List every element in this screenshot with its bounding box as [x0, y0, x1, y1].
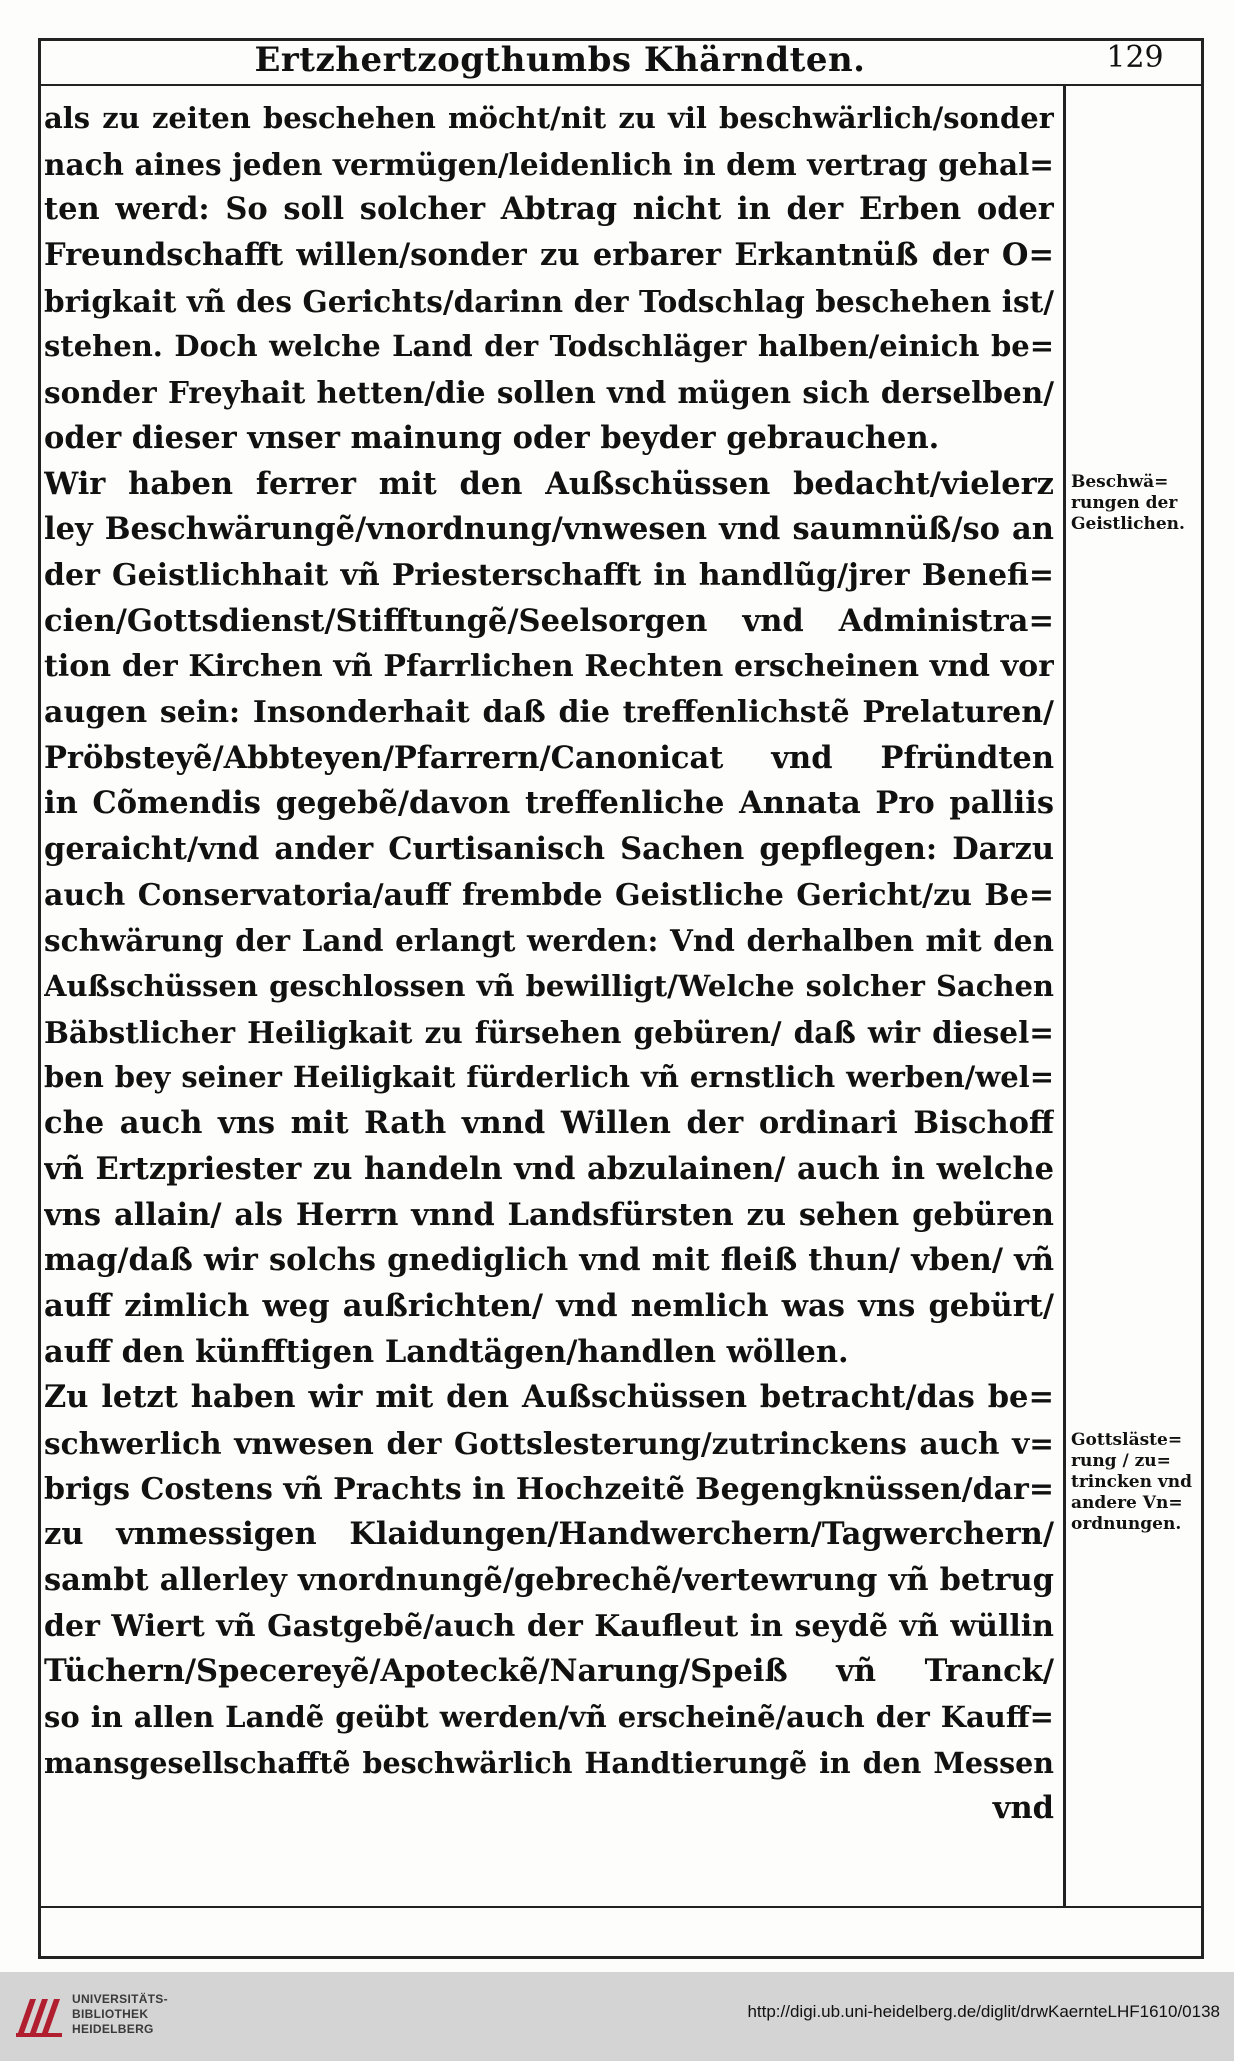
bottom-rule [38, 1906, 1201, 1908]
text-line: in Cõmendis gegebẽ/davon treffenliche Annata Pro palliis [44, 785, 1054, 822]
text-line: augen sein: Insonderhait daß die treffenlichstẽ Prelaturen/ [44, 694, 1054, 730]
text-line: der Wiert vñ Gastgebẽ/auch der Kaufleut in seydẽ vñ wüllin [44, 1608, 1054, 1644]
text-line: auff zimlich weg außrichten/ vnd nemlich was vns gebürt/ [44, 1287, 1054, 1324]
text-line: mag/daß wir solchs gnediglich vnd mit fleiß thun/ vben/ vñ [44, 1242, 1054, 1279]
body-text [44, 96, 1054, 1832]
library-name [72, 1992, 168, 2037]
text-line: als zu zeiten beschehen möcht/nit zu vil beschwärlich/sonder [44, 101, 1054, 135]
marginal-note-line: Beschwä= [1071, 472, 1169, 492]
text-line: auff den künfftigen Landtägen/handlen wöllen. [44, 1333, 849, 1370]
text-line: ten werd: So soll solcher Abtrag nicht in der Erben oder [44, 191, 1054, 228]
text-line: che auch vns mit Rath vnnd Willen der ordinari Bischoff [44, 1105, 1054, 1142]
margin-rule [1063, 86, 1066, 1906]
marginal-note-line: rung / zu= [1071, 1451, 1171, 1471]
text-line: schwerlich vnwesen der Gottslesterung/zutrinckens auch v= [44, 1425, 1054, 1461]
text-line: schwärung der Land erlangt werden: Vnd derhalben mit den [44, 923, 1054, 959]
marginal-note-line: ordnungen. [1071, 1514, 1182, 1534]
library-name-line: BIBLIOTHEK [72, 2007, 149, 2021]
text-line: Wir haben ferrer mit den Außschüssen bedacht/vielerz [44, 465, 1054, 502]
text-line: stehen. Doch welche Land der Todschläger halben/einich be= [44, 329, 1054, 364]
text-line: Zu letzt haben wir mit den Außschüssen betracht/das be= [44, 1379, 1054, 1416]
library-name-line: HEIDELBERG [72, 2022, 154, 2036]
marginal-note-blasphemy-disorders [1071, 1430, 1196, 1535]
text-line: so in allen Landẽ geübt werden/vñ erscheinẽ/auch der Kauff= [44, 1700, 1054, 1735]
text-line: vñ Ertzpriester zu handeln vnd abzulainen/ auch in welche [44, 1150, 1054, 1187]
text-line: sambt allerley vnordnungẽ/gebrechẽ/vertewrung vñ betrug [44, 1562, 1054, 1598]
marginal-note-line: Geistlichen. [1071, 514, 1185, 534]
text-line: vnd [992, 1790, 1054, 1827]
text-line: Bäbstlicher Heiligkait zu fürsehen gebüren/ daß wir diesel= [44, 1014, 1054, 1050]
marginal-note-line: rungen der [1071, 493, 1178, 513]
text-line: geraicht/vnd ander Curtisanisch Sachen gepflegen: Darzu [44, 831, 1054, 867]
text-line: nach aines jeden vermügen/leidenlich in dem vertrag gehal= [44, 146, 1054, 182]
library-name-line: UNIVERSITÄTS- [72, 1992, 168, 2006]
marginal-note-line: andere Vn= [1071, 1493, 1183, 1513]
marginal-note-line: trincken vnd [1071, 1472, 1192, 1492]
text-line: ben bey seiner Heiligkait fürderlich vñ ernstlich werben/wel= [44, 1060, 1054, 1095]
text-line: Pröbsteyẽ/Abbteyen/Pfarrern/Canonicat vnd Pfründten [44, 739, 1054, 776]
marginal-note-clergy-grievances [1071, 472, 1196, 535]
text-line: auch Conservatoria/auff frembde Geistliche Gericht/zu Be= [44, 877, 1054, 913]
text-line: Freundschafft willen/sonder zu erbarer Erkantnüß der O= [44, 237, 1054, 274]
text-line: Tüchern/Specereyẽ/Apoteckẽ/Narung/Speiß vñ Tranck/ [44, 1653, 1054, 1690]
text-line: cien/Gottsdienst/Stifftungẽ/Seelsorgen vnd Administra= [44, 602, 1054, 639]
permalink-url[interactable]: http://digi.ub.uni-heidelberg.de/diglit/drwKaernteLHF1610/0138 [747, 2002, 1220, 2021]
text-line: brigkait vñ des Gerichts/darinn der Todschlag beschehen ist/ [44, 283, 1054, 319]
text-line: tion der Kirchen vñ Pfarrlichen Rechten erscheinen vnd vor [44, 649, 1054, 685]
text-line: Außschüssen geschlossen vñ bewilligt/Welche solcher Sachen [44, 969, 1054, 1004]
header-rule [38, 84, 1201, 86]
text-line: sonder Freyhait hetten/die sollen vnd mügen sich derselben/ [44, 375, 1054, 411]
text-line: brigs Costens vñ Prachts in Hochzeitẽ Begengknüssen/dar= [44, 1471, 1054, 1507]
university-library-logo-icon [12, 1989, 64, 2041]
text-line: ley Beschwärungẽ/vnordnung/vnwesen vnd saumnüß/so an [44, 511, 1054, 548]
text-line: vns allain/ als Herrn vnnd Landsfürsten zu sehen gebüren [44, 1196, 1054, 1233]
text-line: oder dieser vnser mainung oder beyder gebrauchen. [44, 419, 940, 456]
page-number: 129 [1106, 40, 1164, 75]
running-head: Ertzhertzogthumbs Khärndten. [254, 40, 866, 80]
text-line: mansgesellschafftẽ beschwärlich Handtierungẽ in den Messen [44, 1745, 1054, 1780]
marginal-note-line: Gottsläste= [1071, 1430, 1183, 1450]
text-line: zu vnmessigen Klaidungen/Handwerchern/Tagwerchern/ [44, 1516, 1054, 1553]
viewer-footer [0, 1972, 1234, 2061]
text-line: der Geistlichhait vñ Priesterschafft in handlũg/jrer Benefi= [44, 557, 1054, 593]
